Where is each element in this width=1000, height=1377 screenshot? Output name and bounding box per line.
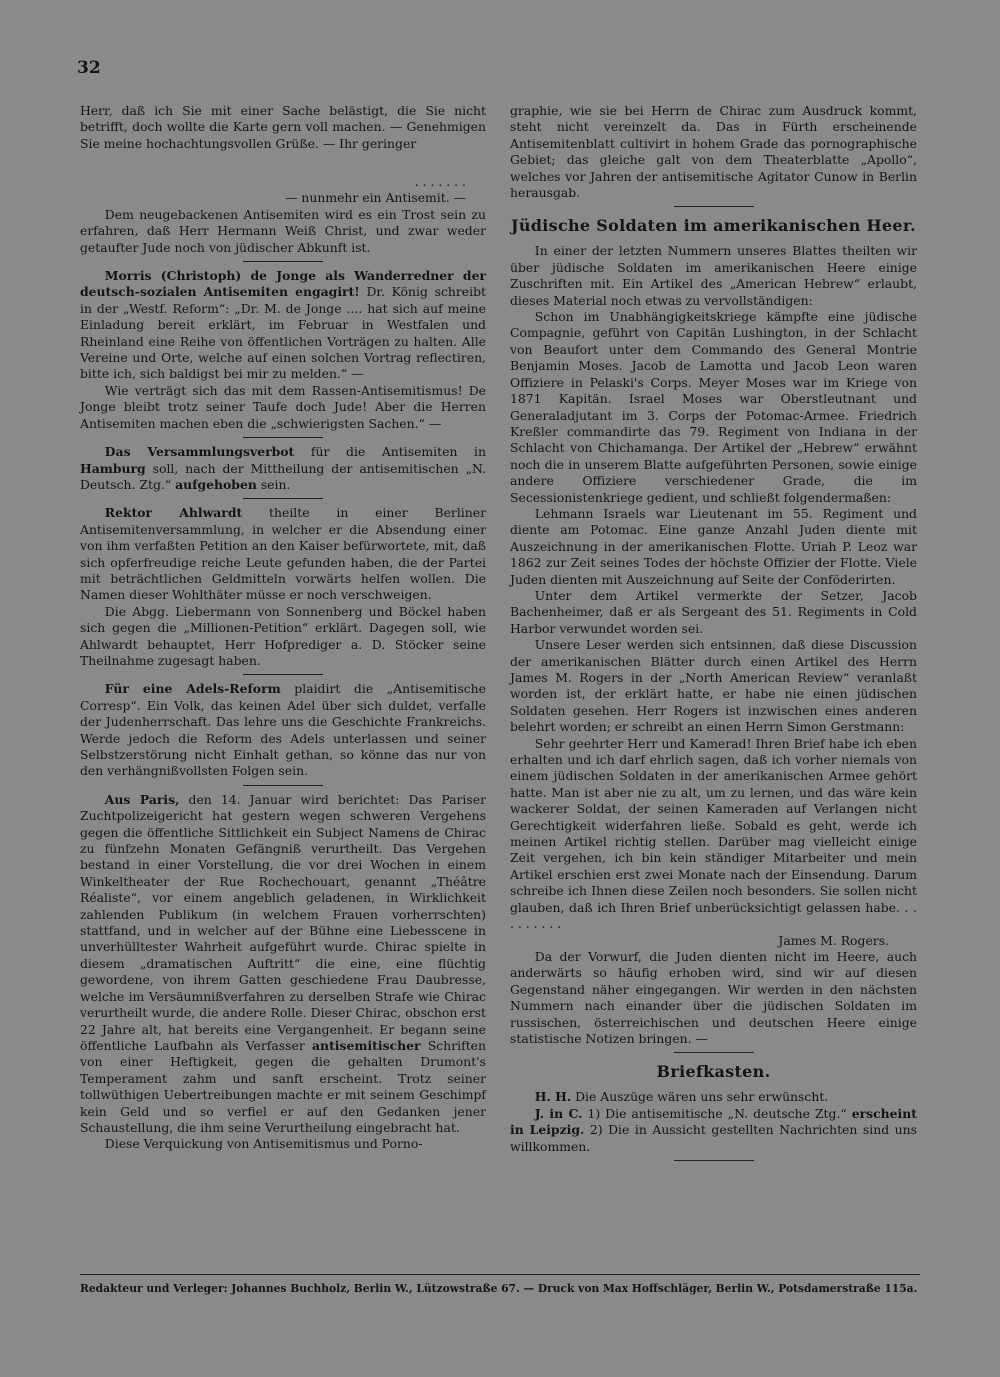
article-paris [80,792,486,1137]
section-title-soldaten: Jüdische Soldaten im amerikanischen Heer. [510,216,917,236]
left-column [80,103,486,1153]
emphasis-text: erscheint in Leipzig. [510,1105,917,1138]
footer-divider [80,1274,920,1275]
article-ahlwardt [80,505,486,603]
briefkasten-text: 2) Die in Aussicht gestellten Nachrichten sind uns willkommen. [510,1122,918,1154]
article-paragraph: In einer der letzten Nummern unseres Blattes theilten wir über jüdische Soldaten im amerikanischen Heere einige Zuschriften mit. Ein Artikel des „American Hebrew“ erlaubt, dieses Material noch etwas zu vervollständigen: [510,243,917,308]
emphasis-text: aufgehoben [175,476,257,492]
letter-signature-line: — nunmehr ein Antisemit. — [285,190,466,206]
section-divider [243,261,323,262]
article-text: theilte in einer Berliner Antisemitenversammlung, in welcher er die Absendung einer von ihm verfaßten Petition an den Kaiser befürwortete, mit, daß sich opferfreudige reiche Leute gefunden haben, die der Partei mit beträchtlichen Geldmitteln vorwärts helfen wollen. Die Namen dieser Wohlthäter müsse er noch verschweigen. [80,505,486,603]
article-text: Dr. König schreibt in der „Westf. Reform“: „Dr. M. de Jonge .... hat sich auf meine Einladung bereit erklärt, im Februar in Westfalen und Rheinland eine Reihe von öffentlichen Vorträgen zu halten. Alle Vereine und Orte, welche auf einen solchen Vortrag reflectiren, bitte ich, sich baldigst bei mir zu melden.“ — [80,284,486,382]
article-paragraph: Lehmann Israels war Lieutenant im 55. Regiment und diente am Potomac. Eine ganze Anzahl Juden diente mit Auszeichnung in der amerikanischen Flotte. Uriah P. Leoz war 1862 zur Zeit seines Todes der höchste Offizier der Flotte. Viele Juden dienten mit Auszeichnung auf Seite der Conföderirten. [510,505,917,587]
article-paragraph: Schon im Unabhängigkeitskriege kämpfte eine jüdische Compagnie, geführt von Capitän Lushington, in der Schlacht von Beaufort unter dem Commando des General Montrie Benjamin Moses. Jacob de Lamotta und Jacob Leon waren Offiziere in Pelaski's Corps. Meyer Moses war im Kriege von 1871 Kapitän. Israel Moses war Oberstleutnant und Generaladjutant im 3. Corps der Potomac-Armee. Friedrich Kreßler commandirte das 79. Regiment von Indiana in der Schlacht von Chichamanga. Der Artikel der „Hebrew“ erwähnt noch die in unserem Blatte aufgeführten Personen, sowie einige andere Offiziere verschiedener Grade, die im Secessionistenkriege gedient, und schließt folgendermaßen: [510,309,917,505]
article-heading: Morris (Christoph) de Jonge als Wanderredner der deutsch-sozialen Antisemiten engagirt! [80,268,486,300]
section-divider [243,437,323,438]
section-divider [243,498,323,499]
article-heading: Für eine Adels-Reform [104,681,281,697]
briefkasten-text: 1) Die antisemitische „N. deutsche Ztg.“ [582,1105,852,1121]
section-title-briefkasten: Briefkasten. [656,1062,771,1082]
article-adels-reform [80,681,486,779]
article-heading: Aus Paris, [104,791,180,807]
article-text: plaidirt die „Antisemitische Corresp“. Ein Volk, das keinen Adel über sich duldet, verfalle der Judenherrschaft. Das lehre uns die Geschichte Frankreichs. Werde jedoch die Reform des Adels unterlassen und seiner Selbstzerstörung nicht Einhalt gethan, so könne das nur von den verhängnißvollsten Folgen sein. [80,681,486,779]
section-divider [243,785,323,786]
article-text: sein. [256,476,291,492]
letter-closing-paragraph: Herr, daß ich Sie mit einer Sache belästigt, die Sie nicht betrifft, doch wollte die Karte gern voll machen. — Genehmigen Sie meine hochachtungsvollen Grüße. — Ihr geringer [80,103,486,151]
section-divider [674,206,754,207]
section-divider [674,1052,754,1053]
ellipsis-line: . . . . . . . [414,174,466,189]
article-text: soll, nach der Mittheilung der antisemitischen „N. Deutsch. Ztg.“ [80,460,486,492]
briefkasten-addressee: J. in C. [534,1105,583,1121]
article-paragraph: Da der Vorwurf, die Juden dienten nicht im Heere, auch anderwärts so häufig erhoben wird, sind wir auf diesen Gegenstand näher eingegangen. Wir werden in den nächsten Nummern nach einander über die jüdischen Soldaten im russischen, österreichischen und deutschen Heere einige statistische Notizen bringen. — [510,948,917,1046]
imprint-footer: Redakteur und Verleger: Johannes Buchholz, Berlin W., Lützowstraße 67. — Druck von Max Hoffschläger, Berlin W., Potsdamerstraße 115a. [80,1282,918,1295]
briefkasten-entry [510,1106,917,1155]
article-paragraph: Diese Verquickung von Antisemitismus und Porno- [104,1136,423,1152]
page-number: 32 [77,58,101,78]
briefkasten-addressee: H. H. [534,1089,572,1105]
article-versammlungsverbot [80,444,486,493]
section-divider [243,674,323,675]
article-paragraph: Unter dem Artikel vermerkte der Setzer, Jacob Bachenheimer, daß er als Sergeant des 51. Regiments in Cold Harbor verwundet worden sei. [510,587,917,636]
article-text: Schriften von einer Heftigkeit, gegen die gehalten Drumont's Temperament zahm und sanft erscheint. Trotz seiner tollwüthigen Uebertreibungen machte er mit seinem Geschimpf kein Geld und so verfiel er auf den Gedanken jener Schaustellung, die ihm seine Verurtheilung eingebracht hat. [80,1037,486,1135]
article-paragraph: Die Abgg. Liebermann von Sonnenberg und Böckel haben sich gegen die „Millionen-Petition“ erklärt. Dagegen soll, wie Ahlwardt behauptet, Herr Hofprediger a. D. Stöcker seine Theilnahme zugesagt haben. [80,603,486,668]
article-text: für die Antisemiten in [294,444,486,460]
commentary-paragraph: Dem neugebackenen Antisemiten wird es ein Trost sein zu erfahren, daß Herr Hermann Weiß Christ, und zwar weder getaufter Jude noch von jüdischer Abkunft ist. [80,206,486,255]
right-column [510,103,917,1167]
section-divider [674,1160,754,1161]
letter-paragraph: Sehr geehrter Herr und Kamerad! Ihren Brief habe ich eben erhalten und ich darf ehrlich sagen, daß ich vorher niemals von einem jüdischen Soldaten in der amerikanischen Armee gehört hatte. Man ist aber nie zu alt, um zu lernen, und das wäre kein wackerer Soldat, der seinen Kameraden auf Verlangen nicht Gerechtigkeit widerfahren ließe. Sobald es geht, werde ich meinen Artikel richtig stellen. Darüber mag vielleicht einige Zeit vergehen, ich bin kein ständiger Mitarbeiter und mein Artikel erschien erst zwei Monate nach der Einsendung. Darum schreibe ich Ihnen diese Zeilen noch besonders. Sie sollen nicht glauben, daß ich Ihren Brief unberücksichtigt gelassen habe. . . . . . . . . . [510,735,917,932]
briefkasten-text: Die Auszüge wären uns sehr erwünscht. [571,1089,829,1105]
article-paragraph: Wie verträgt sich das mit dem Rassen-Antisemitismus! De Jonge bleibt trotz seiner Taufe doch Jude! Aber die Herren Antisemiten machen eben die „schwierigsten Sachen.“ — [80,382,486,431]
article-heading: Das Versammlungsverbot [104,444,295,460]
emphasis-text: Hamburg [80,460,146,476]
letter-signature: James M. Rogers. [778,932,889,948]
article-paragraph: Unsere Leser werden sich entsinnen, daß diese Discussion der amerikanischen Blätter durch einen Artikel des Herrn James M. Rogers in der „North American Review“ veranlaßt worden ist, der erklärt hatte, er habe nie einen jüdischen Soldaten gesehen. Herr Rogers ist inzwischen eines anderen belehrt worden; er schreibt an einen Herrn Simon Gerstmann: [510,637,917,735]
continued-paragraph: graphie, wie sie bei Herrn de Chirac zum Ausdruck kommt, steht nicht vereinzelt da. Das in Fürth erscheinende Antisemitenblatt cultivirt in hohem Grade das pornographische Gebiet; das gleiche galt von dem Theaterblatte „Apollo“, welches vor Jahren der antisemitische Agitator Cunow in Berlin herausgab. [510,103,917,201]
emphasis-text: antisemitischer [312,1037,421,1053]
article-de-jonge [80,268,486,383]
article-text: den 14. Januar wird berichtet: Das Pariser Zuchtpolizeigericht hat gestern wegen schweren Vergehens gegen die öffentliche Sittlichkeit ein Subject Namens de Chirac zu fünfzehn Monaten Gefängniß verurtheilt. Das Vergehen bestand in einer Vorstellung, die vor drei Wochen in einem Winkeltheater der Rue Rochechouart, genannt „Théâtre Réaliste“, vor einem angeblich geladenen, in Wirklichkeit zahlenden Publikum (in welchem Frauen vorherrschten) stattfand, und in welcher auf der Bühne eine Liebesscene in unverhülltester Wahrheit aufgeführt wurde. Chirac spielte in diesem „dramatischen Auftritt“ die eine, eine flüchtig gewordene, von ihrem Gatten geschiedene Frau Daubresse, welche im Versäumnißverfahren zu derselben Strafe wie Chirac verurtheilt wurde, die andere Rolle. Dieser Chirac, obschon erst 22 Jahre alt, hat bereits eine Vergangenheit. Er begann seine öffentliche Laufbahn als Verfasser [80,791,487,1053]
briefkasten-entry [510,1089,917,1105]
article-heading: Rektor Ahlwardt [104,505,243,521]
